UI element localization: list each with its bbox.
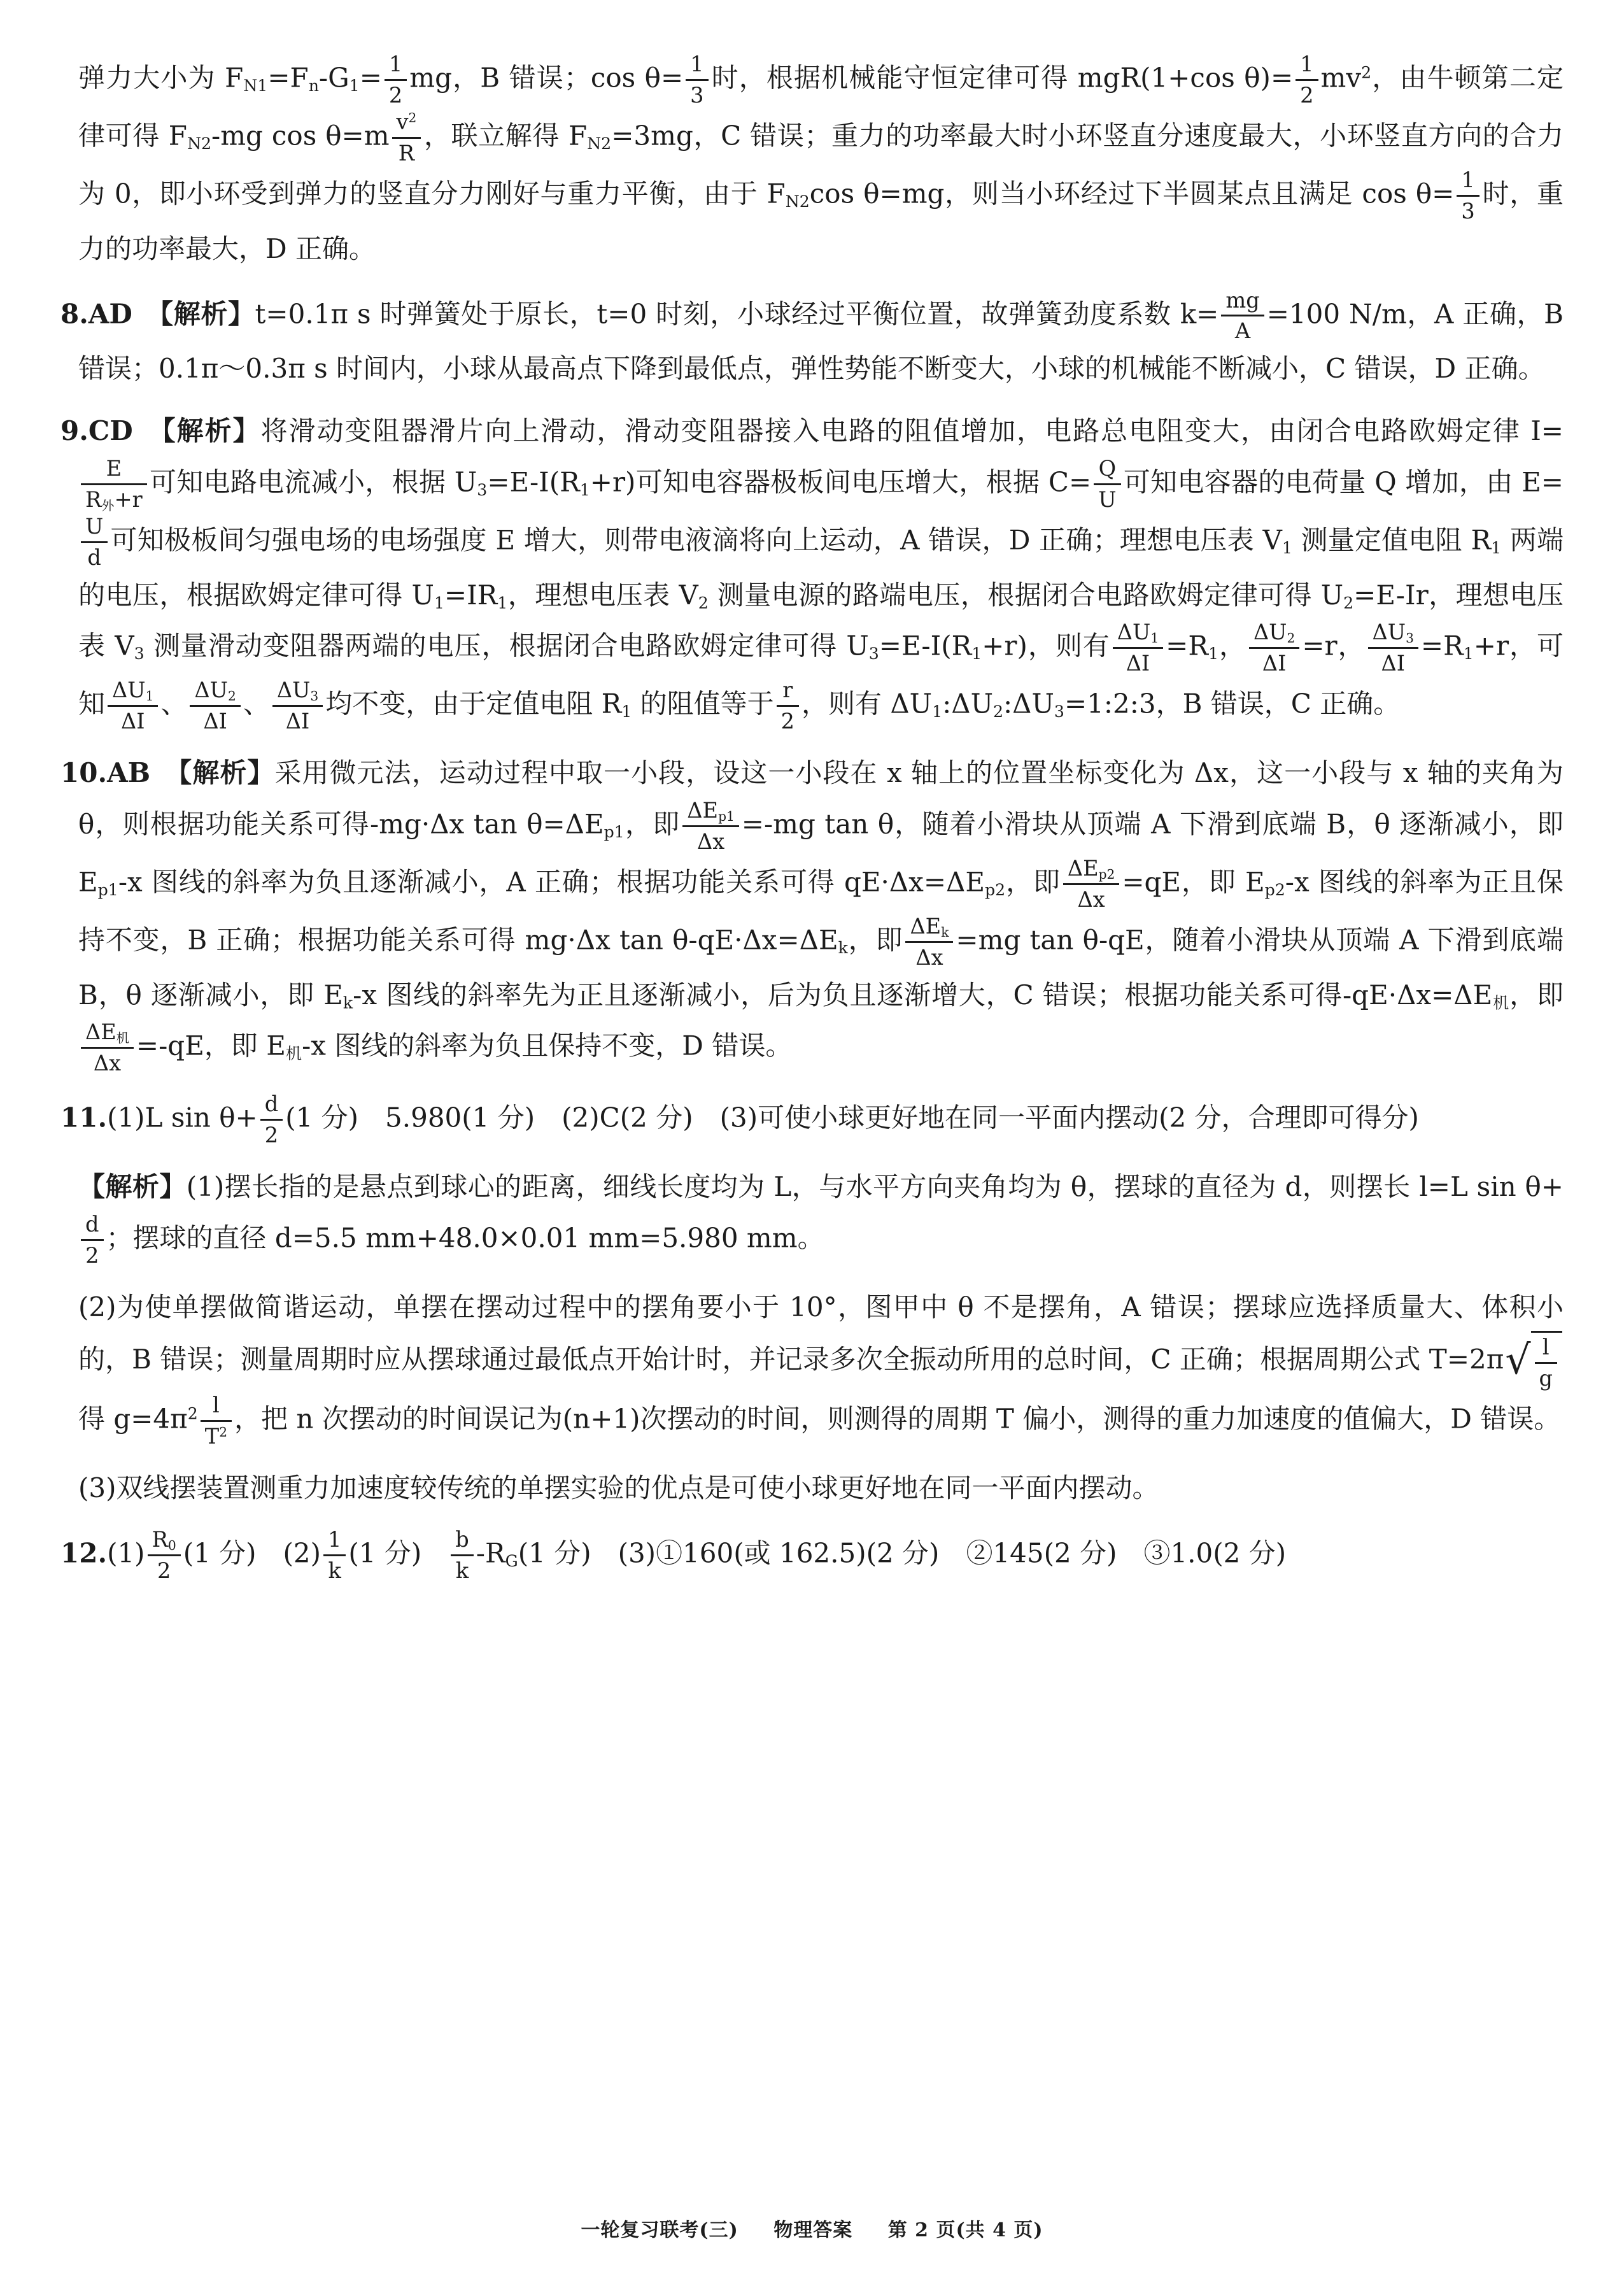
fraction: $\frac{1}{2}$ bbox=[1296, 51, 1318, 109]
fraction: $\frac{l}{T^2}$ bbox=[201, 1392, 232, 1450]
fraction: $\frac{\Delta U_3}{\Delta I}$ bbox=[272, 677, 323, 735]
square-root: √ $\frac{l}{g}$ bbox=[1505, 1331, 1562, 1392]
fraction: $\frac{d}{2}$ bbox=[81, 1211, 104, 1269]
fraction: $\frac{Q}{U}$ bbox=[1094, 455, 1120, 513]
fraction: $\frac{b}{k}$ bbox=[451, 1526, 474, 1584]
fraction: $\frac{\Delta E_{p1}}{\Delta x}$ bbox=[682, 797, 739, 855]
page-footer bbox=[0, 2214, 1624, 2242]
answer-paragraph: 10.AB 【解析】采用微元法，运动过程中取一小段，设这一小段在 x 轴上的位置坐标变化为 Δx，这一小段与 x 轴的夹角为 θ，则根据功能关系可得-mg·Δx $\tan \theta=\Delta E_{p1}$，即 $\frac{\Delta E_{p1}}{\Delta x}$ =-mg tan θ，随着小滑块从顶端 A 下滑到底端 B，θ 逐渐减小，即 $E_{p1}-x$ 图线的斜率为负且逐渐减小，A 正确；根据功能关系可得 $qE\cdot\Delta x=\Delta E_{p2}$，即 $\frac{\Delta E_{p2}}{\Delta x}$ =qE，即 $E_{p2}-x$ 图线的斜率为正且保持不变，B 正确；根据功能关系可得 mg·Δx $\tan \theta-qE\cdot\Delta x=\Delta E_k$，即 $\frac{\Delta E_k}{\Delta x}$ =mg tan θ-qE，随着小滑块从顶端 A 下滑到底端 B，θ 逐渐减小，即 $E_k-x$ 图线的斜率先为正且逐渐减小，后为负且逐渐增大，C 错误；根据功能关系可得$-qE\cdot\Delta x=\Delta E_机$，即 $\frac{\Delta E_机}{\Delta x}$ =-qE，即 $E_机-x$ 图线的斜率为负且保持不变，D 错误。 bbox=[60, 757, 1564, 1076]
answer-paragraph: 【解析】(1)摆长指的是悬点到球心的距离，细线长度均为 L，与水平方向夹角均为 θ，摆球的直径为 d，则摆长 l=L sin θ+ $\frac{d}{2}$ ；摆球的直径 d=5.5 mm+48.0×0.01 mm=5.980 mm。 bbox=[78, 1171, 1564, 1268]
fraction: $\frac{\Delta E_机}{\Delta x}$ bbox=[81, 1019, 134, 1077]
footer-subject: 物理答案 bbox=[773, 2219, 853, 2241]
fraction: $\frac{\Delta E_k}{\Delta x}$ bbox=[905, 913, 953, 971]
fraction: $\frac{\Delta U_2}{\Delta I}$ bbox=[1249, 619, 1299, 677]
fraction: $\frac{1}{k}$ bbox=[323, 1526, 346, 1584]
answer-paragraph: 8.AD 【解析】t=0.1π s 时弹簧处于原长，t=0 时刻，小球经过平衡位置，故弹簧劲度系数 k= $\frac{mg}{A}$ =100 N/m，A 正确，B 错误；0.1π～0.3π s 时间内，小球从最高点下降到最低点，弹性势能不断变大，小球的机械能不断减小，C 错误，D 正确。 bbox=[60, 287, 1564, 385]
fraction: $\frac{1}{3}$ bbox=[686, 51, 708, 109]
fraction: $\frac{\Delta U_2}{\Delta I}$ bbox=[190, 677, 240, 735]
fraction: $\frac{1}{2}$ bbox=[385, 51, 407, 109]
fraction: $\frac{\Delta U_1}{\Delta I}$ bbox=[1113, 619, 1163, 677]
fraction: $\frac{\Delta U_1}{\Delta I}$ bbox=[108, 677, 158, 735]
fraction: $\frac{d}{2}$ bbox=[260, 1091, 283, 1149]
answer-paragraph: 12.(1) $\frac{R_0}{2}$ (1 分) (2) $\frac{1}{k}$ (1 分) $\frac{b}{k}$ $-R_G(1$ 分) (3)①160(或 162.5)(2 分) ②145(2 分) ③1.0(2 分) bbox=[60, 1526, 1287, 1583]
answer-paragraph: 11.(1)L sin θ+ $\frac{d}{2}$ (1 分) 5.980(1 分) (2)C(2 分) (3)可使小球更好地在同一平面内摆动(2 分，合理即可得分) bbox=[60, 1091, 1419, 1148]
fraction: $\frac{R_0}{2}$ bbox=[148, 1526, 181, 1584]
fraction: $\frac{1}{3}$ bbox=[1457, 167, 1479, 225]
fraction: $\frac{mg}{A}$ bbox=[1221, 287, 1264, 345]
footer-exam-title: 一轮复习联考(三) bbox=[581, 2219, 738, 2241]
fraction: $\frac{U}{d}$ bbox=[81, 513, 108, 571]
fraction: $\frac{r}{2}$ bbox=[777, 677, 799, 735]
fraction: $\frac{v^2}{R}$ bbox=[392, 109, 421, 167]
fraction: $\frac{\Delta U_3}{\Delta I}$ bbox=[1368, 619, 1418, 677]
footer-page-number: 第 2 页(共 4 页) bbox=[887, 2219, 1043, 2241]
fraction: $\frac{\Delta E_{p2}}{\Delta x}$ bbox=[1063, 855, 1120, 913]
fraction: $\frac{l}{g}$ bbox=[1535, 1334, 1558, 1392]
answer-paragraph: 9.CD 【解析】将滑动变阻器滑片向上滑动，滑动变阻器接入电路的阻值增加，电路总电阻变大，由闭合电路欧姆定律 I= $\frac{E}{R_外+r}$ 可知电路电流减小，根据 $U_3=E-I(R_1+r)$可知电容器极板间电压增大，根据 C= $\frac{Q}{U}$ 可知电容器的电荷量 Q 增加，由 E= $\frac{U}{d}$ 可知极板间匀强电场的电场强度 E 增大，则带电液滴将向上运动，A 错误，D 正确；理想电压表 $V_1$ 测量定值电阻 $R_1$ 两端的电压，根据欧姆定律可得 $U_1=IR_1$，理想电压表 $V_2$ 测量电源的路端电压，根据闭合电路欧姆定律可得 $U_2=E-Ir$，理想电压表 $V_3$ 测量滑动变阻器两端的电压，根据闭合电路欧姆定律可得 $U_3=E-I(R_1+r)$，则有 $\frac{\Delta U_1}{\Delta I}$ $=R_1$， $\frac{\Delta U_2}{\Delta I}$ =r， $\frac{\Delta U_3}{\Delta I}$ $=R_1+r$，可知 $\frac{\Delta U_1}{\Delta I}$ 、 $\frac{\Delta U_2}{\Delta I}$ 、 $\frac{\Delta U_3}{\Delta I}$ 均不变，由于定值电阻 $R_1$ 的阻值等于 $\frac{r}{2}$ ，则有 $\Delta U_1:\Delta U_2:\Delta U_3=1:2:3$，B 错误，C 正确。 bbox=[60, 415, 1564, 734]
answer-paragraph: (2)为使单摆做简谐运动，单摆在摆动过程中的摆角要小于 10°，图甲中 θ 不是摆角，A 错误；摆球应选择质量大、体积小的，B 错误；测量周期时应从摆球通过最低点开始计时，并记录多次全振动所用的总时间，C 正确；根据周期公式 T=2π √ $\frac{l}{g}$ 得 $g=4\pi^2$ $\frac{l}{T^2}$ ，把 n 次摆动的时间误记为(n+1)次摆动的时间，则测得的周期 T 偏小，测得的重力加速度的值偏大，D 错误。 bbox=[78, 1291, 1564, 1449]
answer-paragraph: 弹力大小为 $F_{N1}=F_n-G_1=$ $\frac{1}{2}$ mg，B 错误；cos θ= $\frac{1}{3}$ 时，根据机械能守恒定律可得 mgR(1+cos θ)= $\frac{1}{2}$ $mv^2$，由牛顿第二定律可得 $F_{N2}-mg$ cos θ=m $\frac{v^2}{R}$ ，联立解得 $F_{N2}=3mg$，C 错误；重力的功率最大时小环竖直分速度最大，小环竖直方向的合力为 0，即小环受到弹力的竖直分力刚好与重力平衡，由于 $F_{N2}\cos$ θ=mg，则当小环经过下半圆某点且满足 cos θ= $\frac{1}{3}$ 时，重力的功率最大，D 正确。 bbox=[78, 52, 1564, 264]
fraction: $\frac{E}{R_外+r}$ bbox=[81, 455, 147, 513]
answer-paragraph: (3)双线摆装置测重力加速度较传统的单摆实验的优点是可使小球更好地在同一平面内摆动。 bbox=[78, 1472, 1159, 1504]
